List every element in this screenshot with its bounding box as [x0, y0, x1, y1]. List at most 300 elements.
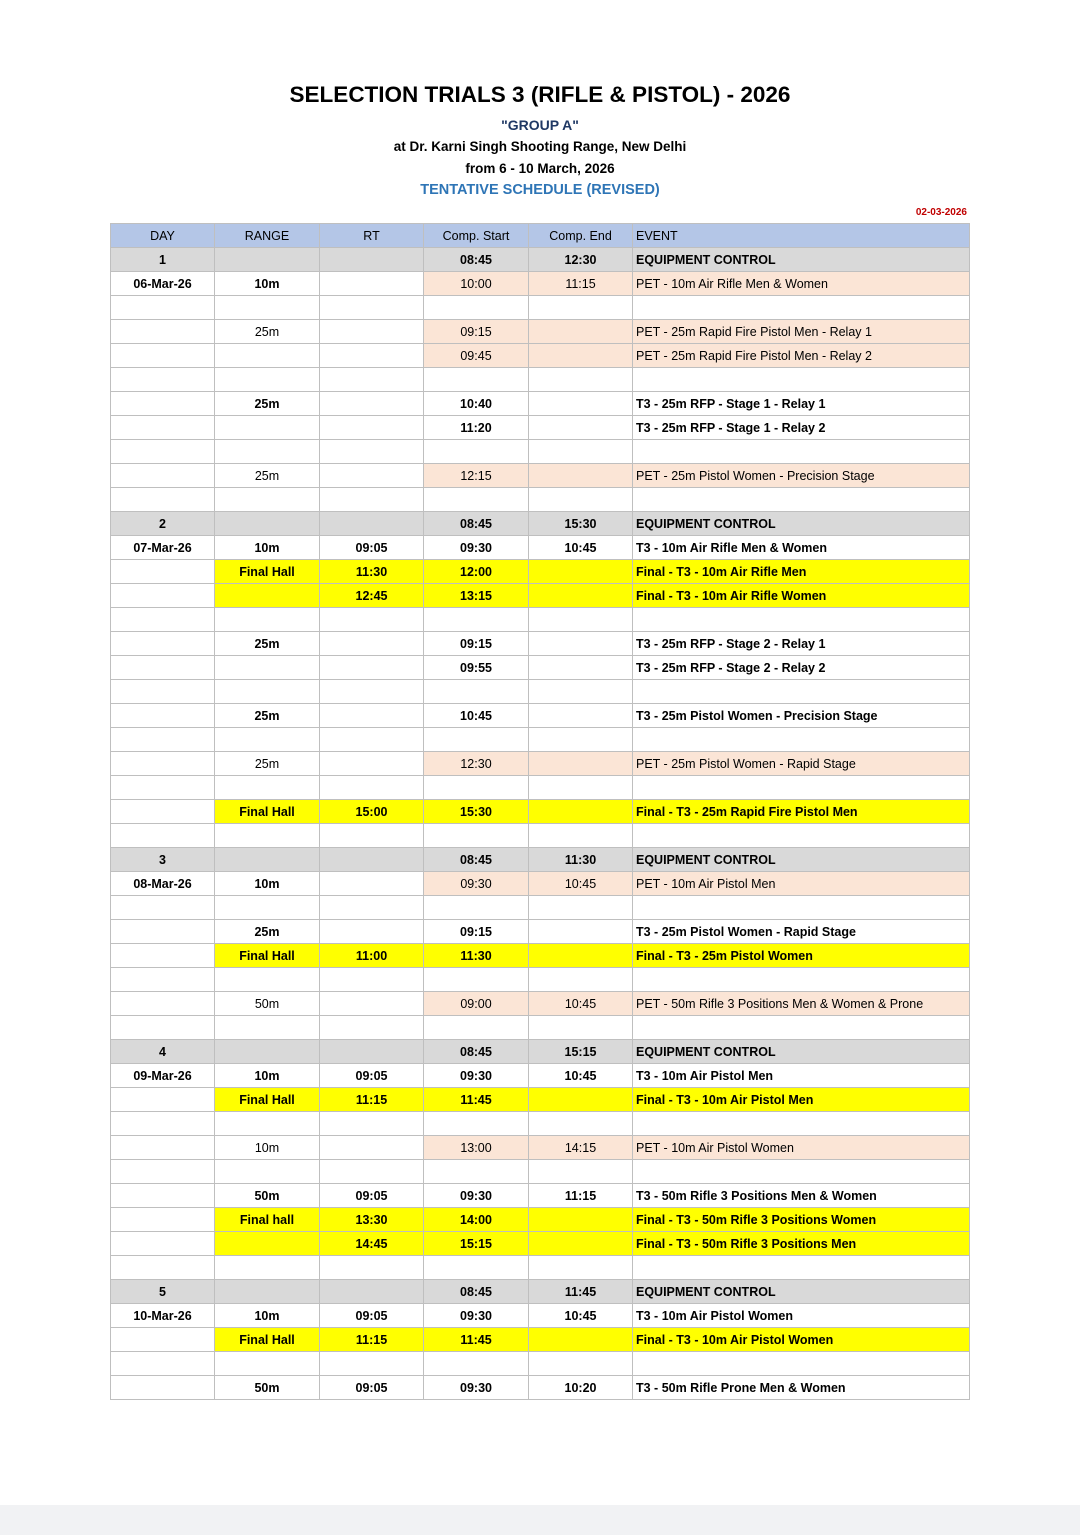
- comp-start-cell: 11:20: [424, 416, 529, 440]
- rt-cell: [320, 824, 424, 848]
- rt-cell: 12:45: [320, 584, 424, 608]
- event-cell: T3 - 25m RFP - Stage 2 - Relay 1: [633, 632, 970, 656]
- comp-start-cell: [424, 680, 529, 704]
- event-cell: PET - 10m Air Rifle Men & Women: [633, 272, 970, 296]
- rt-cell: [320, 632, 424, 656]
- equipment-control-row: [111, 248, 970, 272]
- range-cell: 25m: [215, 464, 320, 488]
- table-row: [111, 1136, 970, 1160]
- event-cell: T3 - 10m Air Pistol Men: [633, 1064, 970, 1088]
- comp-end-cell: 14:15: [529, 1136, 633, 1160]
- comp-start-cell: 08:45: [424, 1280, 529, 1304]
- event-cell: [633, 1112, 970, 1136]
- table-row: [111, 464, 970, 488]
- event-cell: [633, 680, 970, 704]
- comp-end-cell: 12:30: [529, 248, 633, 272]
- comp-start-cell: 09:30: [424, 1184, 529, 1208]
- comp-start-cell: 13:00: [424, 1136, 529, 1160]
- spacer-row: [111, 608, 970, 632]
- comp-start-cell: [424, 896, 529, 920]
- day-cell: [111, 1328, 215, 1352]
- range-cell: Final Hall: [215, 1328, 320, 1352]
- comp-start-cell: 09:30: [424, 1304, 529, 1328]
- table-row: [111, 1304, 970, 1328]
- day-cell: [111, 1160, 215, 1184]
- event-cell: PET - 50m Rifle 3 Positions Men & Women & Prone: [633, 992, 970, 1016]
- day-cell: [111, 1112, 215, 1136]
- day-cell: [111, 608, 215, 632]
- day-cell: 2: [111, 512, 215, 536]
- spacer-row: [111, 680, 970, 704]
- rt-cell: 13:30: [320, 1208, 424, 1232]
- spacer-row: [111, 1160, 970, 1184]
- equipment-control-row: [111, 1280, 970, 1304]
- range-cell: Final Hall: [215, 944, 320, 968]
- comp-start-cell: [424, 296, 529, 320]
- day-cell: 1: [111, 248, 215, 272]
- day-cell: [111, 1376, 215, 1400]
- comp-end-cell: [529, 1328, 633, 1352]
- day-cell: 10-Mar-26: [111, 1304, 215, 1328]
- event-cell: EQUIPMENT CONTROL: [633, 848, 970, 872]
- day-cell: 5: [111, 1280, 215, 1304]
- rt-cell: [320, 848, 424, 872]
- comp-end-cell: 11:15: [529, 1184, 633, 1208]
- range-cell: [215, 1040, 320, 1064]
- comp-start-cell: [424, 1160, 529, 1184]
- comp-end-cell: [529, 1256, 633, 1280]
- spacer-row: [111, 968, 970, 992]
- event-cell: T3 - 25m Pistol Women - Precision Stage: [633, 704, 970, 728]
- comp-start-cell: 13:15: [424, 584, 529, 608]
- range-cell: [215, 512, 320, 536]
- rt-cell: [320, 608, 424, 632]
- comp-end-cell: [529, 1160, 633, 1184]
- day-cell: [111, 632, 215, 656]
- day-cell: [111, 1232, 215, 1256]
- event-cell: Final - T3 - 50m Rifle 3 Positions Men: [633, 1232, 970, 1256]
- table-row: [111, 1232, 970, 1256]
- range-cell: [215, 440, 320, 464]
- column-header-rt: RT: [320, 224, 424, 248]
- event-cell: PET - 25m Rapid Fire Pistol Men - Relay 1: [633, 320, 970, 344]
- event-cell: Final - T3 - 10m Air Pistol Men: [633, 1088, 970, 1112]
- range-cell: [215, 344, 320, 368]
- table-row: [111, 560, 970, 584]
- comp-start-cell: 09:30: [424, 1064, 529, 1088]
- day-cell: [111, 464, 215, 488]
- range-cell: [215, 968, 320, 992]
- event-cell: T3 - 25m Pistol Women - Rapid Stage: [633, 920, 970, 944]
- comp-start-cell: 09:30: [424, 1376, 529, 1400]
- rt-cell: 09:05: [320, 1064, 424, 1088]
- comp-start-cell: 08:45: [424, 1040, 529, 1064]
- table-row: [111, 1064, 970, 1088]
- schedule-body: [111, 248, 970, 1400]
- comp-start-cell: 09:00: [424, 992, 529, 1016]
- range-cell: 10m: [215, 1136, 320, 1160]
- rt-cell: [320, 704, 424, 728]
- day-cell: 06-Mar-26: [111, 272, 215, 296]
- table-row: [111, 944, 970, 968]
- table-row: [111, 1376, 970, 1400]
- day-cell: 08-Mar-26: [111, 872, 215, 896]
- event-cell: Final - T3 - 10m Air Pistol Women: [633, 1328, 970, 1352]
- comp-end-cell: [529, 584, 633, 608]
- event-cell: T3 - 10m Air Rifle Men & Women: [633, 536, 970, 560]
- comp-end-cell: 10:45: [529, 992, 633, 1016]
- comp-start-cell: 10:40: [424, 392, 529, 416]
- comp-end-cell: [529, 1016, 633, 1040]
- range-cell: [215, 416, 320, 440]
- table-row: [111, 536, 970, 560]
- range-cell: 25m: [215, 920, 320, 944]
- comp-end-cell: 11:30: [529, 848, 633, 872]
- table-row: [111, 416, 970, 440]
- range-cell: Final hall: [215, 1208, 320, 1232]
- range-cell: [215, 296, 320, 320]
- comp-start-cell: 11:45: [424, 1088, 529, 1112]
- rt-cell: [320, 728, 424, 752]
- range-cell: [215, 1016, 320, 1040]
- range-cell: [215, 1256, 320, 1280]
- spacer-row: [111, 488, 970, 512]
- day-cell: [111, 440, 215, 464]
- range-cell: 10m: [215, 872, 320, 896]
- day-cell: [111, 488, 215, 512]
- event-cell: [633, 728, 970, 752]
- range-cell: [215, 1112, 320, 1136]
- comp-start-cell: 11:45: [424, 1328, 529, 1352]
- day-cell: [111, 1136, 215, 1160]
- comp-end-cell: [529, 776, 633, 800]
- event-cell: [633, 896, 970, 920]
- event-cell: T3 - 25m RFP - Stage 2 - Relay 2: [633, 656, 970, 680]
- table-row: [111, 920, 970, 944]
- table-row: [111, 320, 970, 344]
- group-label: "GROUP A": [501, 117, 579, 133]
- range-cell: 10m: [215, 272, 320, 296]
- comp-end-cell: [529, 680, 633, 704]
- event-cell: [633, 1256, 970, 1280]
- day-cell: 4: [111, 1040, 215, 1064]
- comp-start-cell: 14:00: [424, 1208, 529, 1232]
- range-cell: 25m: [215, 632, 320, 656]
- range-cell: 10m: [215, 1064, 320, 1088]
- rt-cell: 09:05: [320, 536, 424, 560]
- range-cell: [215, 584, 320, 608]
- comp-end-cell: [529, 896, 633, 920]
- comp-end-cell: 11:15: [529, 272, 633, 296]
- rt-cell: [320, 656, 424, 680]
- rt-cell: [320, 992, 424, 1016]
- comp-start-cell: [424, 1352, 529, 1376]
- rt-cell: [320, 440, 424, 464]
- comp-start-cell: 09:30: [424, 872, 529, 896]
- comp-end-cell: [529, 632, 633, 656]
- comp-start-cell: 15:30: [424, 800, 529, 824]
- equipment-control-row: [111, 512, 970, 536]
- day-cell: [111, 992, 215, 1016]
- rt-cell: [320, 416, 424, 440]
- spacer-row: [111, 896, 970, 920]
- rt-cell: 15:00: [320, 800, 424, 824]
- comp-start-cell: 09:15: [424, 920, 529, 944]
- range-cell: Final Hall: [215, 560, 320, 584]
- comp-start-cell: 12:00: [424, 560, 529, 584]
- day-cell: [111, 896, 215, 920]
- range-cell: [215, 824, 320, 848]
- day-cell: [111, 656, 215, 680]
- rt-cell: [320, 920, 424, 944]
- event-cell: [633, 440, 970, 464]
- day-cell: [111, 368, 215, 392]
- dates-label: from 6 - 10 March, 2026: [465, 161, 615, 176]
- day-cell: [111, 680, 215, 704]
- spacer-row: [111, 1352, 970, 1376]
- comp-end-cell: [529, 392, 633, 416]
- range-cell: 50m: [215, 992, 320, 1016]
- rt-cell: [320, 1352, 424, 1376]
- range-cell: Final Hall: [215, 1088, 320, 1112]
- rt-cell: [320, 296, 424, 320]
- range-cell: 10m: [215, 1304, 320, 1328]
- table-row: [111, 1208, 970, 1232]
- event-cell: T3 - 10m Air Pistol Women: [633, 1304, 970, 1328]
- rt-cell: [320, 680, 424, 704]
- range-cell: [215, 248, 320, 272]
- comp-start-cell: 08:45: [424, 512, 529, 536]
- column-header-event: EVENT: [633, 224, 970, 248]
- range-cell: [215, 1232, 320, 1256]
- comp-end-cell: [529, 704, 633, 728]
- comp-end-cell: [529, 752, 633, 776]
- range-cell: [215, 368, 320, 392]
- rt-cell: [320, 776, 424, 800]
- range-cell: [215, 680, 320, 704]
- table-row: [111, 656, 970, 680]
- day-cell: [111, 944, 215, 968]
- comp-start-cell: 09:55: [424, 656, 529, 680]
- comp-start-cell: [424, 608, 529, 632]
- table-row: [111, 584, 970, 608]
- range-cell: [215, 728, 320, 752]
- rt-cell: [320, 1256, 424, 1280]
- page-title: SELECTION TRIALS 3 (RIFLE & PISTOL) - 2026: [289, 82, 791, 107]
- rt-cell: 09:05: [320, 1184, 424, 1208]
- rt-cell: [320, 320, 424, 344]
- day-cell: [111, 392, 215, 416]
- comp-end-cell: 15:30: [529, 512, 633, 536]
- event-cell: T3 - 25m RFP - Stage 1 - Relay 2: [633, 416, 970, 440]
- comp-start-cell: 11:30: [424, 944, 529, 968]
- comp-end-cell: [529, 1088, 633, 1112]
- comp-end-cell: [529, 656, 633, 680]
- rt-cell: [320, 464, 424, 488]
- day-cell: 09-Mar-26: [111, 1064, 215, 1088]
- comp-start-cell: 08:45: [424, 848, 529, 872]
- day-cell: [111, 1352, 215, 1376]
- event-cell: [633, 776, 970, 800]
- rt-cell: 11:15: [320, 1328, 424, 1352]
- comp-end-cell: [529, 464, 633, 488]
- event-cell: T3 - 25m RFP - Stage 1 - Relay 1: [633, 392, 970, 416]
- table-header-row: [111, 224, 970, 248]
- comp-end-cell: 10:20: [529, 1376, 633, 1400]
- day-cell: [111, 1184, 215, 1208]
- comp-start-cell: 15:15: [424, 1232, 529, 1256]
- day-cell: [111, 320, 215, 344]
- rt-cell: [320, 1040, 424, 1064]
- table-row: [111, 800, 970, 824]
- event-cell: PET - 10m Air Pistol Men: [633, 872, 970, 896]
- comp-start-cell: 09:15: [424, 320, 529, 344]
- event-cell: [633, 1352, 970, 1376]
- rt-cell: [320, 1112, 424, 1136]
- comp-end-cell: 15:15: [529, 1040, 633, 1064]
- schedule-label: TENTATIVE SCHEDULE (REVISED): [420, 182, 660, 198]
- table-row: [111, 1184, 970, 1208]
- comp-start-cell: 12:30: [424, 752, 529, 776]
- day-cell: [111, 704, 215, 728]
- event-cell: [633, 608, 970, 632]
- event-cell: [633, 1160, 970, 1184]
- day-cell: [111, 1016, 215, 1040]
- event-cell: Final - T3 - 25m Pistol Women: [633, 944, 970, 968]
- column-header-comp-end: Comp. End: [529, 224, 633, 248]
- day-cell: [111, 800, 215, 824]
- event-cell: EQUIPMENT CONTROL: [633, 1040, 970, 1064]
- comp-start-cell: 09:15: [424, 632, 529, 656]
- comp-start-cell: 10:00: [424, 272, 529, 296]
- day-cell: [111, 1208, 215, 1232]
- comp-start-cell: 10:45: [424, 704, 529, 728]
- comp-end-cell: [529, 1232, 633, 1256]
- table-row: [111, 272, 970, 296]
- day-cell: [111, 584, 215, 608]
- comp-end-cell: [529, 728, 633, 752]
- day-cell: [111, 752, 215, 776]
- rt-cell: 14:45: [320, 1232, 424, 1256]
- comp-end-cell: [529, 368, 633, 392]
- comp-start-cell: 12:15: [424, 464, 529, 488]
- comp-start-cell: 08:45: [424, 248, 529, 272]
- day-cell: [111, 296, 215, 320]
- comp-end-cell: 10:45: [529, 1064, 633, 1088]
- event-cell: Final - T3 - 50m Rifle 3 Positions Women: [633, 1208, 970, 1232]
- rt-cell: [320, 488, 424, 512]
- event-cell: [633, 296, 970, 320]
- event-cell: [633, 824, 970, 848]
- rt-cell: [320, 1280, 424, 1304]
- range-cell: Final Hall: [215, 800, 320, 824]
- range-cell: [215, 1280, 320, 1304]
- rt-cell: [320, 368, 424, 392]
- rt-cell: [320, 1016, 424, 1040]
- rt-cell: [320, 1160, 424, 1184]
- range-cell: [215, 896, 320, 920]
- revision-date: 02-03-2026: [915, 207, 967, 218]
- day-cell: [111, 776, 215, 800]
- event-cell: PET - 25m Pistol Women - Rapid Stage: [633, 752, 970, 776]
- rt-cell: 11:30: [320, 560, 424, 584]
- rt-cell: 11:00: [320, 944, 424, 968]
- range-cell: [215, 1160, 320, 1184]
- spacer-row: [111, 296, 970, 320]
- rt-cell: [320, 752, 424, 776]
- event-cell: PET - 25m Pistol Women - Precision Stage: [633, 464, 970, 488]
- day-cell: 07-Mar-26: [111, 536, 215, 560]
- column-header-comp-start: Comp. Start: [424, 224, 529, 248]
- range-cell: [215, 488, 320, 512]
- comp-start-cell: [424, 728, 529, 752]
- comp-end-cell: [529, 344, 633, 368]
- day-cell: 3: [111, 848, 215, 872]
- table-row: [111, 1328, 970, 1352]
- comp-end-cell: 10:45: [529, 536, 633, 560]
- spacer-row: [111, 728, 970, 752]
- day-cell: [111, 344, 215, 368]
- table-row: [111, 872, 970, 896]
- comp-start-cell: 09:45: [424, 344, 529, 368]
- rt-cell: [320, 968, 424, 992]
- comp-start-cell: [424, 824, 529, 848]
- event-cell: [633, 368, 970, 392]
- table-row: [111, 704, 970, 728]
- rt-cell: [320, 512, 424, 536]
- comp-end-cell: [529, 824, 633, 848]
- event-cell: [633, 1016, 970, 1040]
- spacer-row: [111, 368, 970, 392]
- range-cell: 25m: [215, 752, 320, 776]
- comp-end-cell: [529, 440, 633, 464]
- day-cell: [111, 416, 215, 440]
- rt-cell: [320, 392, 424, 416]
- rt-cell: 11:15: [320, 1088, 424, 1112]
- event-cell: [633, 488, 970, 512]
- comp-start-cell: [424, 776, 529, 800]
- comp-end-cell: [529, 488, 633, 512]
- equipment-control-row: [111, 1040, 970, 1064]
- day-cell: [111, 920, 215, 944]
- comp-end-cell: [529, 968, 633, 992]
- comp-end-cell: 10:45: [529, 872, 633, 896]
- spacer-row: [111, 1112, 970, 1136]
- event-cell: Final - T3 - 25m Rapid Fire Pistol Men: [633, 800, 970, 824]
- event-cell: PET - 10m Air Pistol Women: [633, 1136, 970, 1160]
- comp-end-cell: [529, 416, 633, 440]
- table-row: [111, 992, 970, 1016]
- range-cell: 50m: [215, 1184, 320, 1208]
- table-row: [111, 632, 970, 656]
- rt-cell: [320, 248, 424, 272]
- schedule-table: [110, 223, 970, 1400]
- event-cell: EQUIPMENT CONTROL: [633, 1280, 970, 1304]
- range-cell: [215, 656, 320, 680]
- comp-end-cell: [529, 1112, 633, 1136]
- range-cell: 25m: [215, 392, 320, 416]
- range-cell: 25m: [215, 704, 320, 728]
- spacer-row: [111, 1256, 970, 1280]
- table-row: [111, 1088, 970, 1112]
- rt-cell: [320, 896, 424, 920]
- range-cell: 25m: [215, 320, 320, 344]
- viewer-bottom-bar: [0, 1505, 1080, 1535]
- range-cell: 50m: [215, 1376, 320, 1400]
- comp-start-cell: [424, 488, 529, 512]
- comp-end-cell: [529, 800, 633, 824]
- comp-start-cell: [424, 440, 529, 464]
